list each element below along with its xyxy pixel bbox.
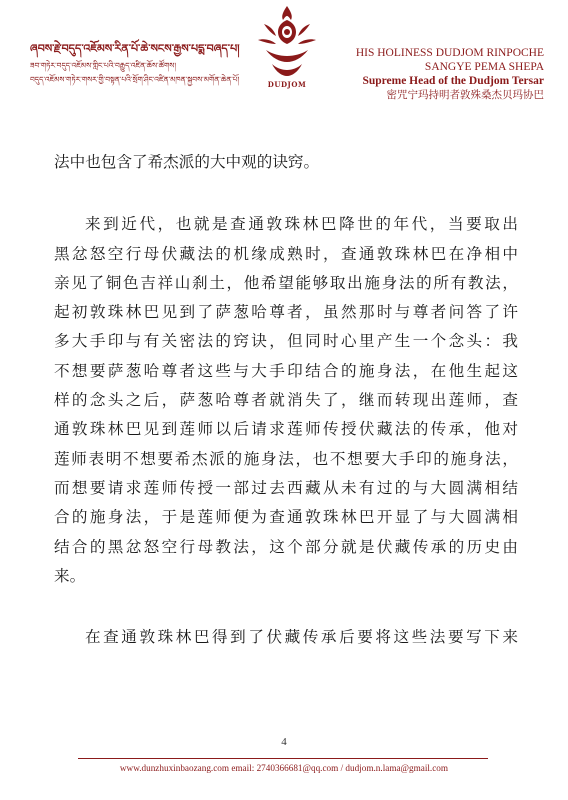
text-line: 合的施身法，于是莲师便为查通敦珠林巴开显了与大圆满相 — [54, 508, 518, 527]
page-number: 4 — [281, 736, 287, 748]
text-line: 通敦珠林巴见到莲师以后请求莲师传授伏藏法的传承，他对 — [54, 420, 518, 439]
logo-label: DUDJOM — [267, 80, 307, 89]
tibetan-letterhead — [30, 42, 240, 86]
paragraph-1 — [54, 148, 518, 177]
text-line: 来。 — [54, 566, 86, 585]
letterhead — [0, 0, 568, 130]
chinese-org-name: 密咒宁玛持明者敦殊桑杰贝玛协巴 — [386, 89, 544, 101]
text-line: 多大手印与有关密法的窍诀，但同时心里产生一个念头：我 — [54, 332, 518, 351]
text-line: 黑忿怒空行母伏藏法的机缘成熟时，查通敦珠林巴在净相中 — [54, 244, 518, 263]
text-line: 在查通敦珠林巴得到了伏藏传承后要将这些法要写下来 — [85, 628, 518, 647]
text-line: 起初敦珠林巴见到了萨葱哈尊者，虽然那时与尊者问答了许 — [54, 303, 518, 322]
paragraph-3 — [54, 623, 518, 652]
text-line: 样的念头之后，萨葱哈尊者就消失了，继而转现出莲师，查 — [54, 391, 518, 410]
footer-divider — [78, 758, 488, 759]
dudjom-logo-icon — [252, 4, 322, 86]
tibetan-subtitle-2: བདུད་འཇོམས་གཏེར་གསར་གྱི་བསྟན་པའི་སྲོག་ཤིང་འཛིན་མཁན་སྐྱབས་མགོན་ཆེན་པོ། — [30, 75, 240, 84]
text-line: 亲见了铜色吉祥山刹土，他希望能够取出施身法的所有教法， — [54, 273, 518, 292]
english-name: SANGYE PEMA SHEPA — [424, 61, 544, 73]
footer-contact: www.dunzhuxinbaozang.com email: 2740366681@qq.com / dudjom.n.lama@gmail.com — [119, 763, 449, 773]
tibetan-subtitle: ཟབ་གཏེར་བདུད་འཇོམས་གླིང་པའི་བརྒྱུད་འཛིན་ཆོས་ཚོགས། — [30, 61, 176, 70]
document-body — [54, 148, 518, 652]
text-line: 不想要萨葱哈尊者这些与大手印结合的施身法，在他生起这 — [54, 361, 518, 380]
text-line: 结合的黑忿怒空行母教法，这个部分就是伏藏传承的历史由 — [54, 537, 518, 556]
text-line: 莲师表明不想要希杰派的施身法，也不想要大手印的施身法， — [54, 449, 518, 468]
english-title: HIS HOLINESS DUDJOM RINPOCHE — [355, 47, 544, 59]
text-line: 来到近代，也就是查通敦珠林巴降世的年代，当要取出 — [85, 215, 518, 234]
english-letterhead — [324, 46, 544, 102]
tibetan-title: ཞབས་རྗེ་བདུད་འཇོམས་རིན་པོ་ཆེ་སངས་རྒྱས་པདྨ་བཞད་པ། — [30, 42, 240, 55]
text-line: 而想要请求莲师传授一部过去西藏从未有过的与大圆满相结 — [54, 478, 518, 497]
paragraph-2 — [54, 210, 518, 591]
text-line: 法中也包含了希杰派的大中观的诀窍。 — [54, 153, 320, 171]
english-subtitle: Supreme Head of the Dudjom Tersar — [362, 75, 544, 87]
